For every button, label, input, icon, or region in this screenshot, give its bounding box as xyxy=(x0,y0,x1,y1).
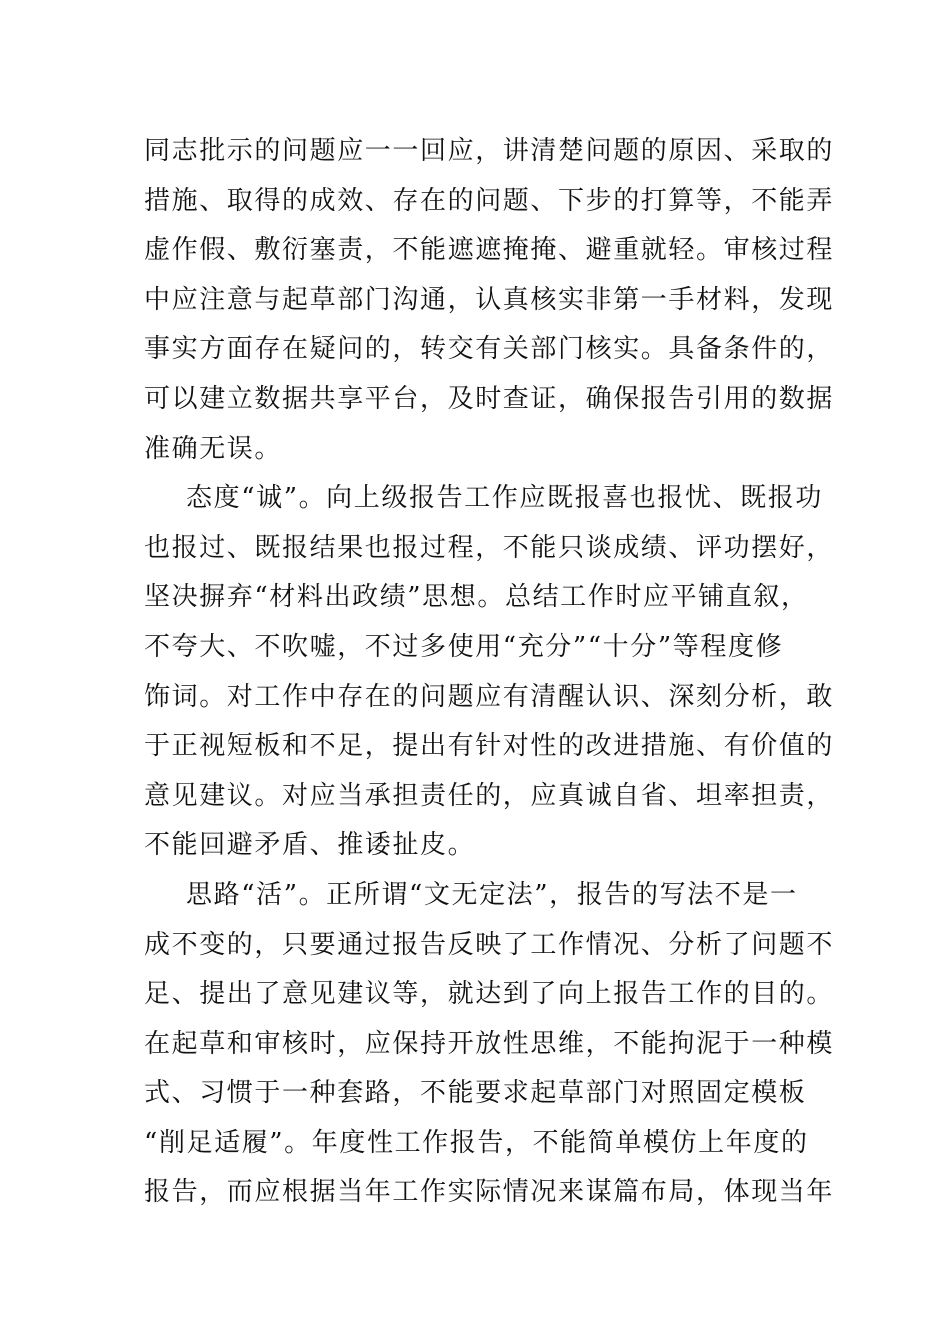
text-line: 成不变的，只要通过报告反映了工作情况、分析了问题不 xyxy=(144,929,835,960)
text-line: 饰词。对工作中存在的问题应有清醒认识、深刻分析，敢 xyxy=(144,681,835,712)
text-line: 措施、取得的成效、存在的问题、下步的打算等，不能弄 xyxy=(144,185,835,216)
text-line: 足、提出了意见建议等，就达到了向上报告工作的目的。 xyxy=(144,979,835,1010)
text-line: 于正视短板和不足，提出有针对性的改进措施、有价值的 xyxy=(144,731,835,762)
text-line: 事实方面存在疑问的，转交有关部门核实。具备条件的， xyxy=(144,334,835,365)
text-line: 在起草和审核时，应保持开放性思维，不能拘泥于一种模 xyxy=(144,1028,835,1059)
text-line: 中应注意与起草部门沟通，认真核实非第一手材料，发现 xyxy=(144,284,835,315)
text-line: 式、习惯于一种套路，不能要求起草部门对照固定模板 xyxy=(144,1078,807,1109)
text-line: 报告，而应根据当年工作实际情况来谋篇布局，体现当年 xyxy=(144,1177,835,1208)
text-line: 不夸大、不吹嘘，不过多使用“充分”“十分”等程度修 xyxy=(144,631,784,662)
body-text xyxy=(144,127,835,1218)
text-line: 虚作假、敷衍塞责，不能遮遮掩掩、避重就轻。审核过程 xyxy=(144,235,835,266)
text-line: 意见建议。对应当承担责任的，应真诚自省、坦率担责， xyxy=(144,780,835,811)
text-line: 坚决摒弃“材料出政绩”思想。总结工作时应平铺直叙， xyxy=(144,582,809,613)
text-line: “削足适履”。年度性工作报告，不能简单模仿上年度的 xyxy=(144,1127,809,1158)
paragraph-start-line: 思路“活”。正所谓“文无定法”，报告的写法不是一 xyxy=(186,879,798,910)
text-line: 可以建立数据共享平台，及时查证，确保报告引用的数据 xyxy=(144,383,835,414)
paragraph-start-line: 态度“诚”。向上级报告工作应既报喜也报忧、既报功 xyxy=(186,483,823,514)
text-line: 不能回避矛盾、推诿扯皮。 xyxy=(144,830,476,861)
text-line: 也报过、既报结果也报过程，不能只谈成绩、评功摆好， xyxy=(144,532,835,563)
text-line: 准确无误。 xyxy=(144,433,283,464)
text-line: 同志批示的问题应一一回应，讲清楚问题的原因、采取的 xyxy=(144,136,835,166)
